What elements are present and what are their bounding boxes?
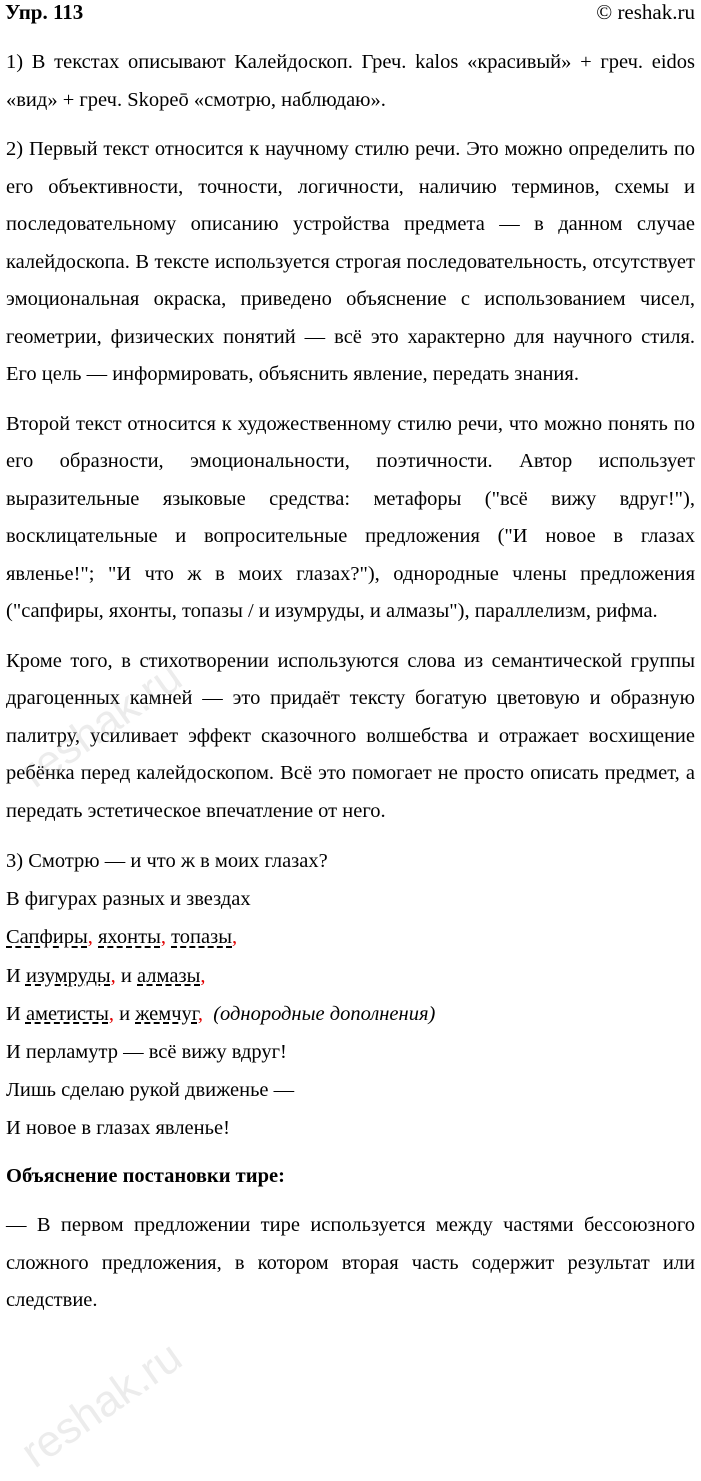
word: изумруды [25,964,111,987]
paragraph: — В первом предложении тире используется между частями бессоюзного сложного предложения, в котором вторая часть содержит результат или следствие. [6,1214,695,1312]
word: жемчуг [135,1002,198,1025]
grammar-note: (однородные дополнения) [213,1002,436,1025]
section-heading: Объяснение постановки тире: [6,1164,285,1187]
paragraph: Второй текст относится к художественному стилю речи, что можно понять по его образности, эмоциональности, поэтичности. Автор использует выразительные языковые средства: метафоры ("всё вижу вдруг!"), восклицательные и вопросительные предложения ("И новое в глазах явленье!"; "И что ж в моих глазах?"), однородные члены предложения ("сапфиры, яхонты, топазы / и изумруды, и алмазы"), параллелизм, рифма. [6,412,695,622]
comma: , [197,1002,203,1025]
comma: , [200,964,206,987]
poem-line: И новое в глазах явленье! [6,1117,230,1140]
header [5,0,695,30]
comma: , [108,1002,114,1025]
paragraph: 1) В текстах описывают Калейдоскоп. Греч. kalos «красивый» + греч. eidos «вид» + греч. Skopeō «смотрю, наблюдаю». [6,51,695,111]
content [6,44,695,1332]
word: Сапфиры [6,926,88,949]
comma: , [232,926,238,949]
poem-line: 3) Смотрю — и что ж в моих глазах? [6,850,328,872]
poem [6,842,695,1148]
word: и [120,964,132,987]
poem-line [6,995,695,1033]
poem-line [6,957,695,995]
exercise-number: Упр. 113 [5,0,84,24]
poem-line: И перламутр — всё вижу вдруг! [6,1041,287,1064]
word: алмазы [137,964,201,987]
watermark: reshak.ru [12,1331,191,1478]
poem-line: Лишь сделаю рукой движенье — [6,1079,295,1102]
word: аметисты [25,1002,109,1025]
comma: , [87,926,93,949]
word: топазы [171,926,232,949]
comma: , [160,926,166,949]
paragraph: Кроме того, в стихотворении используются слова из семантической группы драгоценных камней — это придаёт тексту богатую цветовую и образную палитру, усиливает эффект сказочного волшебства и отражает восхищение ребёнка перед калейдоскопом. Всё это помогает не просто описать предмет, а передать эстетическое впечатление от него. [6,649,695,822]
paragraph: 2) Первый текст относится к научному стилю речи. Это можно определить по его объективности, точности, логичности, наличию терминов, схемы и последовательному описанию устройства предмета — в данном случае калейдоскопа. В тексте используется строгая последовательность, отсутствует эмоциональная окраска, приведено объяснение с использованием чисел, геометрии, физических понятий — всё это характерно для научного стиля. Его цель — информировать, объяснить явление, передать знания. [6,138,695,385]
watermark: reshak.ru [12,651,191,798]
poem-line: В фигурах разных и звездах [6,888,251,911]
poem-line [6,918,695,956]
word: И [6,964,21,987]
word: И [6,1002,21,1025]
word: и [119,1002,131,1025]
comma: , [110,964,116,987]
word: яхонты [98,926,161,949]
copyright: © reshak.ru [596,0,695,24]
